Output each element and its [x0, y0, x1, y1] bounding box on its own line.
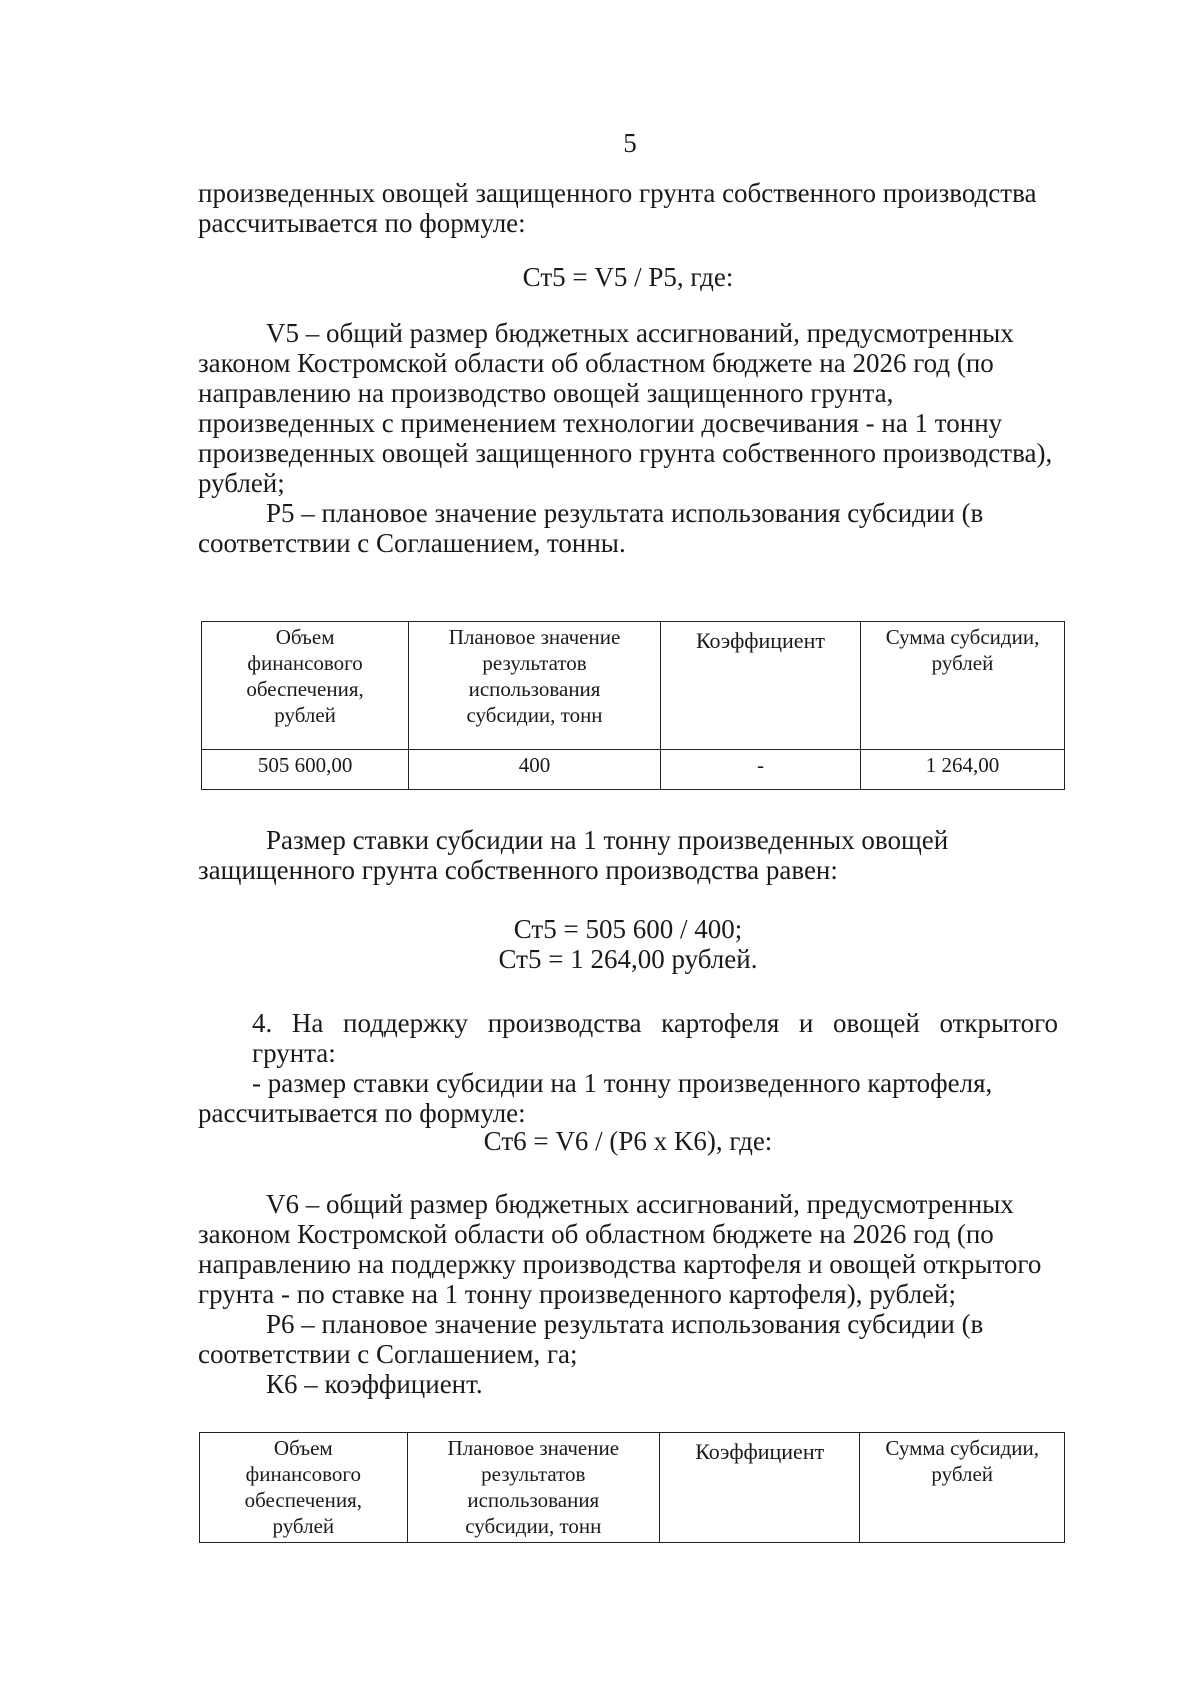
table-header-row — [200, 1433, 1065, 1543]
text-line: V5 – общий размер бюджетных ассигнований, предусмотренных — [266, 318, 1014, 348]
p6-definition — [198, 1309, 1058, 1399]
text-line: направлению на производство овощей защищенного грунта, — [198, 378, 894, 408]
intro-paragraph — [198, 178, 1058, 238]
v5-definition — [198, 318, 1058, 498]
calc-line-2: Ст5 = 1 264,00 рублей. — [498, 944, 758, 974]
header-cell-sum: Сумма субсидии, рублей — [860, 1433, 1065, 1543]
text-line: защищенного грунта собственного производства равен: — [198, 855, 838, 885]
table-row — [202, 750, 1065, 790]
text-line: грунта - по ставке на 1 тонну произведенного картофеля), рублей; — [198, 1279, 956, 1309]
text-line: произведенных овощей защищенного грунта собственного производства — [198, 178, 1037, 208]
text-line: V6 – общий размер бюджетных ассигнований, предусмотренных — [266, 1189, 1014, 1219]
header-cell-planned: Плановое значение результатов использования субсидии, тонн — [407, 1433, 659, 1543]
header-cell-volume: Объем финансового обеспечения, рублей — [202, 622, 409, 750]
text-line: направлению на поддержку производства картофеля и овощей открытого — [198, 1249, 1042, 1279]
cell-sum: 1 264,00 — [861, 750, 1065, 790]
formula-st6: Ст6 = V6 / (P6 x K6), где: — [483, 1126, 773, 1156]
text-line: - размер ставки субсидии на 1 тонну произведенного картофеля, — [252, 1068, 993, 1098]
text-line: Размер ставки субсидии на 1 тонну произведенных овощей — [266, 825, 949, 855]
calc-line-1: Ст5 = 505 600 / 400; — [513, 914, 743, 944]
text-line: P6 – плановое значение результата использования субсидии (в — [266, 1309, 984, 1339]
text-line: произведенных с применением технологии досвечивания - на 1 тонну — [198, 408, 1003, 438]
text-line: законом Костромской области об областном бюджете на 2026 год (по — [198, 1219, 994, 1249]
text-line: произведенных овощей защищенного грунта собственного производства), — [198, 438, 1053, 468]
header-cell-coefficient: Коэффициент — [660, 622, 860, 750]
header-cell-planned: Плановое значение результатов использования субсидии, тонн — [409, 622, 661, 750]
page-number: 5 — [623, 128, 637, 158]
table-header-row — [202, 622, 1065, 750]
header-cell-volume: Объем финансового обеспечения, рублей — [200, 1433, 408, 1543]
v6-definition — [198, 1189, 1058, 1309]
header-cell-sum: Сумма субсидии, рублей — [861, 622, 1065, 750]
cell-planned: 400 — [409, 750, 661, 790]
text-line: рассчитывается по формуле: — [198, 1098, 526, 1128]
text-line: соответствии с Соглашением, га; — [198, 1339, 578, 1369]
text-line: P5 – плановое значение результата использования субсидии (в — [266, 498, 984, 528]
cell-volume: 505 600,00 — [202, 750, 409, 790]
text-line: рассчитывается по формуле: — [198, 208, 526, 238]
text-line: 4. На поддержку производства картофеля и овощей открытого грунта: — [252, 1008, 1058, 1068]
rate-paragraph — [198, 825, 1058, 885]
p5-definition — [198, 498, 1058, 558]
text-line: соответствии с Соглашением, тонны. — [198, 528, 626, 558]
text-line: рублей; — [198, 468, 285, 498]
header-cell-coefficient: Коэффициент — [659, 1433, 859, 1543]
section-4-paragraph — [198, 1008, 1058, 1128]
formula-st5: Ст5 = V5 / P5, где: — [522, 262, 734, 292]
subsidy-table-1 — [201, 621, 1065, 790]
cell-coefficient: - — [660, 750, 860, 790]
subsidy-table-2 — [199, 1432, 1065, 1543]
k6-definition: К6 – коэффициент. — [266, 1369, 483, 1399]
text-line: законом Костромской области об областном бюджете на 2026 год (по — [198, 348, 994, 378]
